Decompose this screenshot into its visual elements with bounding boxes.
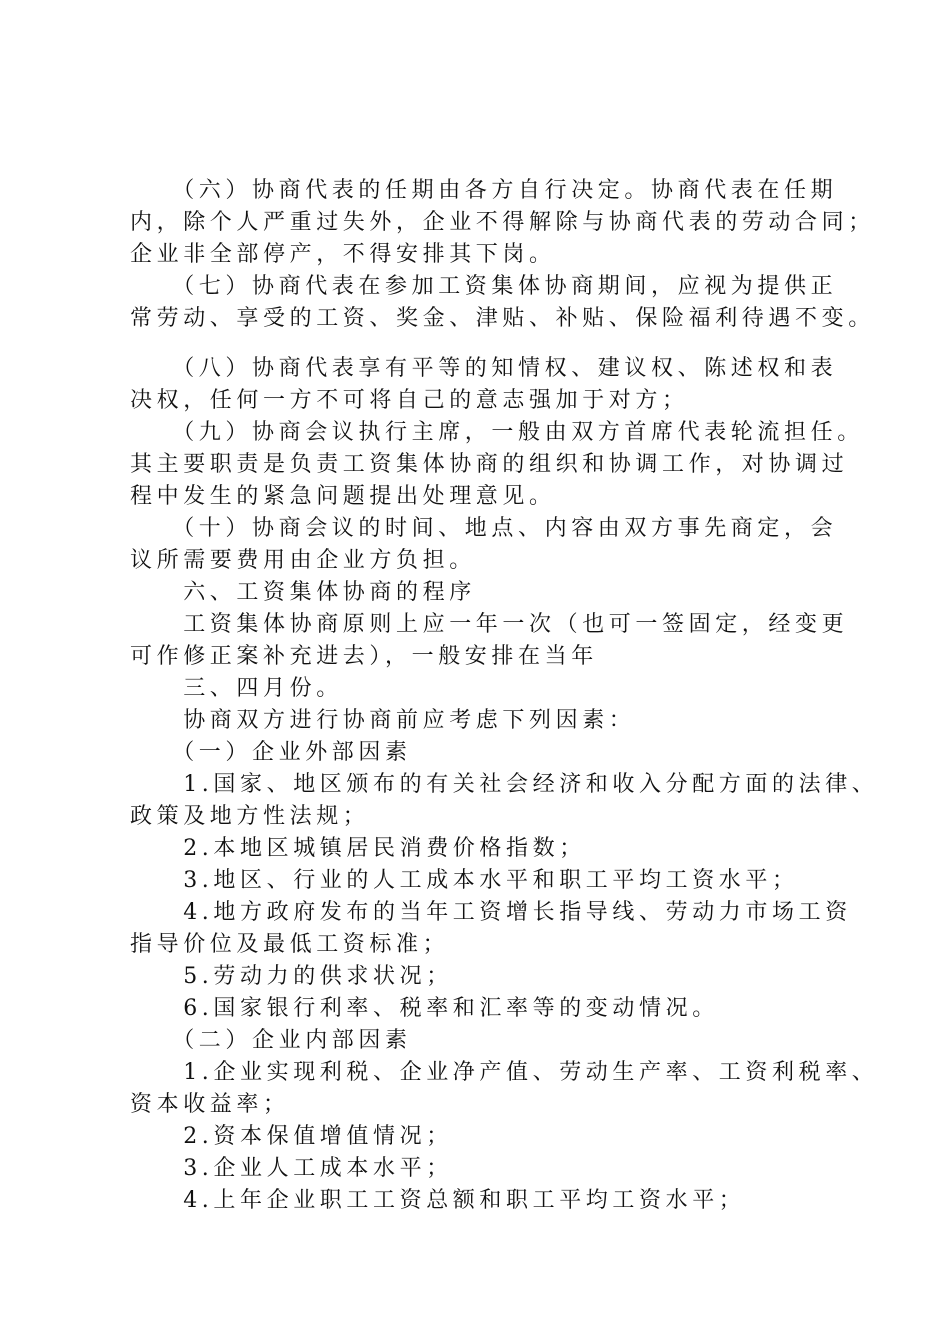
text-line: （七）协商代表在参加工资集体协商期间，应视为提供正 [130,274,838,299]
text-line: 议所需要费用由企业方负担。 [130,548,476,573]
text-line: （二）企业内部因素 [130,1028,412,1053]
text-line: 六、工资集体协商的程序 [130,580,476,605]
text-line: 3.企业人工成本水平； [130,1156,453,1181]
text-line: 1.国家、地区颁布的有关社会经济和收入分配方面的法律、 [130,772,879,797]
text-line: 指导价位及最低工资标准； [130,932,450,957]
text-line: 其主要职责是负责工资集体协商的组织和协调工作，对协调过 [130,452,849,477]
text-line: 常劳动、享受的工资、奖金、津贴、补贴、保险福利待遇不变。 [130,306,875,331]
text-line: （十）协商会议的时间、地点、内容由双方事先商定，会 [130,516,838,541]
text-line: 2.本地区城镇居民消费价格指数； [130,836,586,861]
text-line: （一）企业外部因素 [130,740,412,765]
text-line: 3.地区、行业的人工成本水平和职工平均工资水平； [130,868,799,893]
text-line: 5.劳动力的供求状况； [130,964,453,989]
text-line: 1.企业实现利税、企业净产值、劳动生产率、工资利税率、 [130,1060,879,1085]
text-line: 政策及地方性法规； [130,804,370,829]
text-line: 决权，任何一方不可将自己的意志强加于对方； [130,388,689,413]
text-line: 企业非全部停产，不得安排其下岗。 [130,242,556,267]
text-line: 4.地方政府发布的当年工资增长指导线、劳动力市场工资 [130,900,852,925]
paragraph-gap [130,335,860,353]
text-line: 工资集体协商原则上应一年一次（也可一签固定，经变更 [130,612,849,637]
document-body [130,175,879,1217]
text-line: 6.国家银行利率、税率和汇率等的变动情况。 [130,996,719,1021]
text-line: 可作修正案补充进去），一般安排在当年 [130,644,598,669]
text-line: （九）协商会议执行主席，一般由双方首席代表轮流担任。 [130,420,864,445]
text-line: 资本收益率； [130,1092,290,1117]
text-line: 内，除个人严重过失外，企业不得解除与协商代表的劳动合同； [130,210,875,235]
text-line: 2.资本保值增值情况； [130,1124,453,1149]
text-line: （六）协商代表的任期由各方自行决定。协商代表在任期 [130,178,838,203]
text-line: 4.上年企业职工工资总额和职工平均工资水平； [130,1188,746,1213]
text-line: 程中发生的紧急问题提出处理意见。 [130,484,556,509]
text-line: 协商双方进行协商前应考虑下列因素： [130,708,636,733]
text-line: 三、四月份。 [130,676,343,701]
text-line: （八）协商代表享有平等的知情权、建议权、陈述权和表 [130,356,838,381]
